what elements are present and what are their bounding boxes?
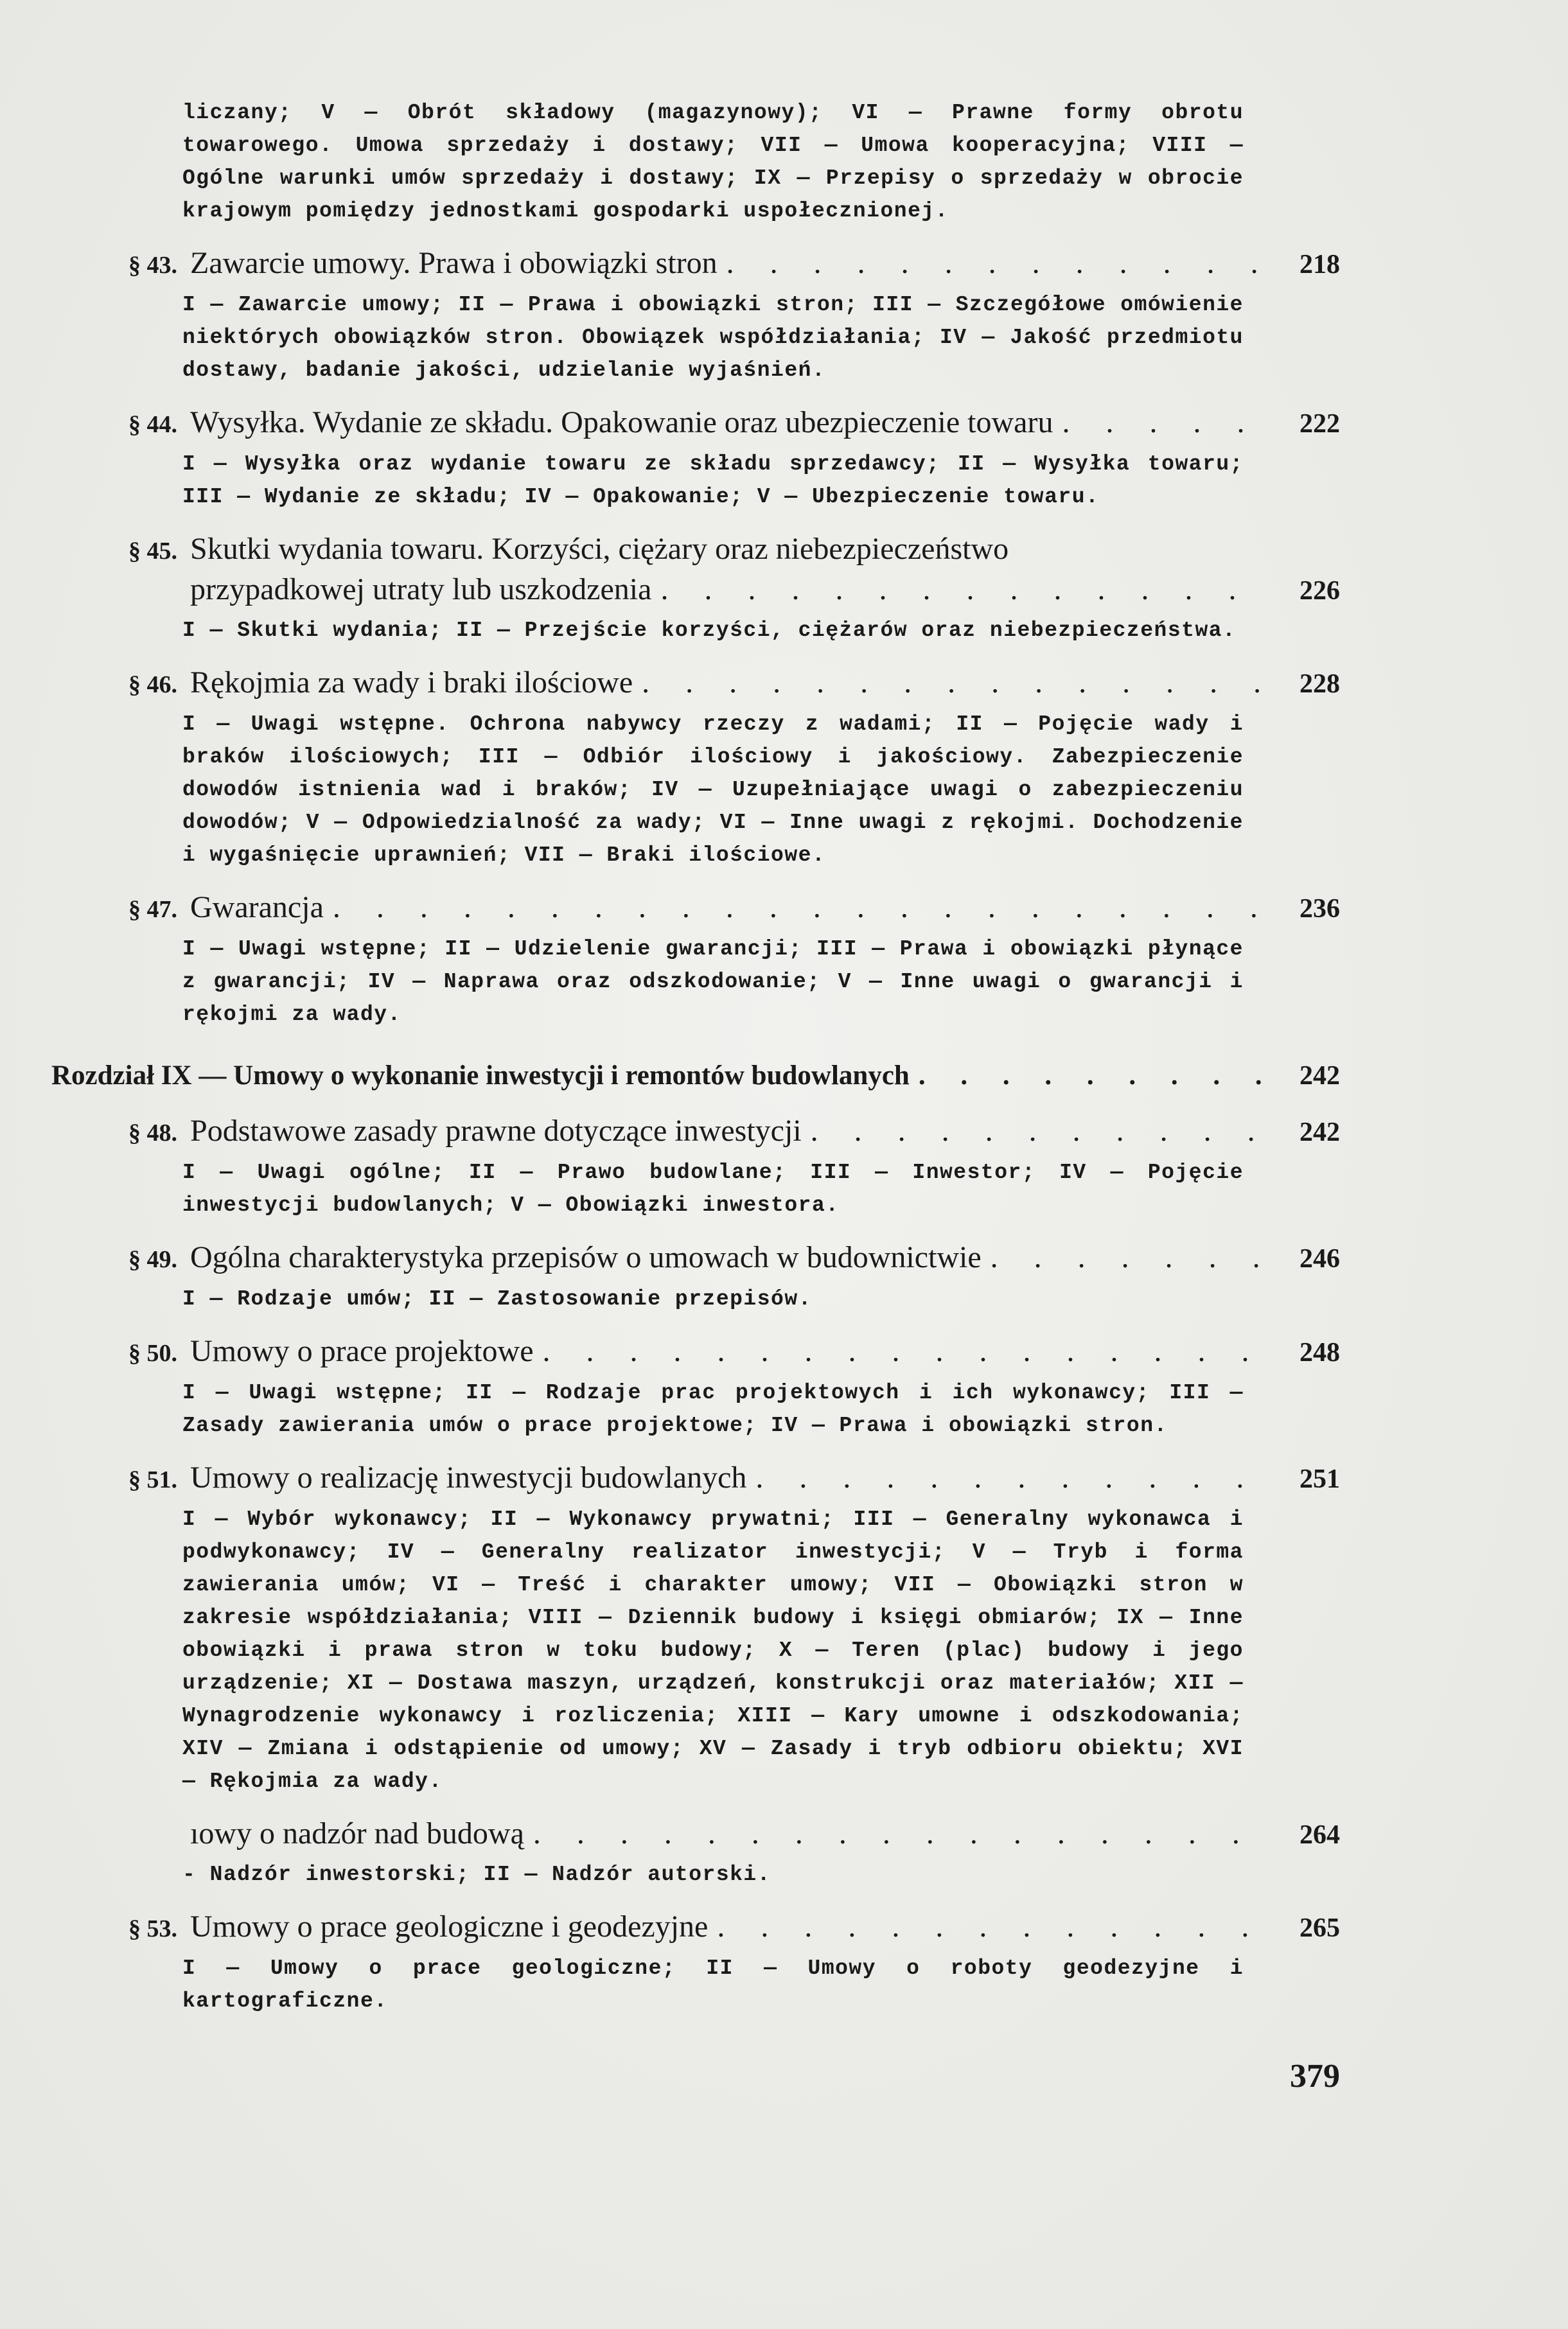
page-ref: 222 bbox=[1299, 409, 1340, 439]
section-title: Ogólna charakterystyka przepisów o umowach w budownictwie bbox=[190, 1240, 982, 1274]
toc-entry bbox=[128, 1112, 1340, 1222]
page-ref: 265 bbox=[1299, 1913, 1340, 1943]
page-ref: 246 bbox=[1299, 1244, 1340, 1274]
dot-leader bbox=[524, 1815, 1263, 1853]
section-title-line: Skutki wydania towaru. Korzyści, ciężary oraz niebezpieczeństwo bbox=[190, 532, 1009, 566]
dot-leader bbox=[746, 1459, 1263, 1497]
section-number: § 43. bbox=[128, 252, 177, 279]
dot-leader bbox=[633, 664, 1263, 702]
dot-leader bbox=[910, 1057, 1263, 1095]
section-description: I — Wybór wykonawcy; II — Wykonawcy prywatni; III — Generalny wykonawca i podwykonawcy; IV — Generalny realizator inwestycji; V — Tryb i forma zawierania umów; VI — Treść i charakter umowy; VII — Obowiązki stron w zakresie współdziałania; VIII — Dziennik budowy i księgi obmiarów; IX — Inne obowiązki i prawa stron w toku budowy; X — Teren (plac) budowy i jego urządzenie; XI — Dostawa maszyn, urządzeń, konstrukcji oraz materiałów; XII — Wynagrodzenie wykonawcy i rozliczenia; XIII — Kary umowne i odszkodowania; XIV — Zmiana i odstąpienie od umowy; XV — Zasady i tryb odbioru obiektu; XVI — Rękojmia za wady. bbox=[182, 1507, 1244, 1793]
page-ref: 218 bbox=[1299, 250, 1340, 279]
section-title: Umowy o prace projektowe bbox=[190, 1334, 534, 1368]
section-number: § 48. bbox=[128, 1120, 177, 1147]
toc-entry bbox=[128, 244, 1340, 387]
chapter-heading bbox=[51, 1057, 1340, 1095]
section-description: I — Uwagi wstępne; II — Udzielenie gwarancji; III — Prawa i obowiązki płynące z gwarancji; IV — Naprawa oraz odszkodowanie; V — Inne uwagi o gwarancji i rękojmi za wady. bbox=[182, 937, 1244, 1026]
toc-entry bbox=[128, 888, 1340, 1031]
page-ref: 264 bbox=[1299, 1820, 1340, 1850]
dot-leader bbox=[802, 1112, 1263, 1150]
dot-leader bbox=[708, 1908, 1263, 1946]
section-title: Zawarcie umowy. Prawa i obowiązki stron bbox=[190, 246, 718, 280]
page-ref: 236 bbox=[1299, 894, 1340, 924]
section-number: § 45. bbox=[128, 538, 177, 565]
section-number: § 53. bbox=[128, 1915, 177, 1942]
toc-entry bbox=[128, 1459, 1340, 1798]
chapter-page: 242 bbox=[1299, 1061, 1340, 1091]
dot-leader bbox=[718, 244, 1263, 283]
section-description: I — Uwagi wstępne; II — Rodzaje prac projektowych i ich wykonawcy; III — Zasady zawierania umów o prace projektowe; IV — Prawa i obowiązki stron. bbox=[182, 1381, 1244, 1437]
intro-text: liczany; V — Obrót składowy (magazynowy); VI — Prawne formy obrotu towarowego. Umowa sprzedaży i dostawy; VII — Umowa kooperacyjna; VIII — Ogólne warunki umów sprzedaży i dostawy; IX — Przepisy o sprzedaży w obrocie krajowym pomiędzy jednostkami gospodarki uspołecznionej. bbox=[182, 101, 1244, 223]
toc-entry bbox=[128, 1908, 1340, 2017]
toc-entry bbox=[128, 1238, 1340, 1315]
page-ref: 226 bbox=[1299, 576, 1340, 606]
section-number: § 49. bbox=[128, 1246, 177, 1273]
section-description: I — Wysyłka oraz wydanie towaru ze składu sprzedawcy; II — Wysyłka towaru; III — Wydanie ze składu; IV — Opakowanie; V — Ubezpieczenie towaru. bbox=[182, 452, 1244, 509]
toc-entry bbox=[128, 1815, 1340, 1891]
section-title: Gwarancja bbox=[190, 890, 324, 924]
section-title: Podstawowe zasady prawne dotyczące inwestycji bbox=[190, 1114, 802, 1148]
page-ref: 228 bbox=[1299, 669, 1340, 699]
section-title: Umowy o realizację inwestycji budowlanych bbox=[190, 1461, 747, 1495]
page-ref: 242 bbox=[1299, 1118, 1340, 1147]
section-number: § 44. bbox=[128, 411, 177, 438]
section-description: - Nadzór inwestorski; II — Nadzór autorski. bbox=[182, 1863, 771, 1886]
section-title: Wysyłka. Wydanie ze składu. Opakowanie oraz ubezpieczenie towaru bbox=[190, 405, 1053, 439]
page-ref: 248 bbox=[1299, 1338, 1340, 1367]
section-title: ıowy o nadzór nad budową bbox=[190, 1816, 524, 1850]
toc-entry bbox=[128, 403, 1340, 513]
toc-content bbox=[51, 96, 1340, 2097]
chapter-title: Rozdział IX — Umowy o wykonanie inwestycji i remontów budowlanych bbox=[51, 1060, 910, 1091]
section-title: Umowy o prace geologiczne i geodezyjne bbox=[190, 1910, 709, 1944]
toc-entry bbox=[128, 1332, 1340, 1442]
section-number: § 50. bbox=[128, 1340, 177, 1367]
dot-leader bbox=[651, 570, 1263, 609]
section-title: przypadkowej utraty lub uszkodzenia bbox=[190, 572, 652, 606]
section-title: Rękojmia za wady i braki ilościowe bbox=[190, 665, 633, 699]
page-ref: 251 bbox=[1299, 1464, 1340, 1494]
dot-leader bbox=[534, 1332, 1264, 1371]
section-description: I — Skutki wydania; II — Przejście korzyści, ciężarów oraz niebezpieczeństwa. bbox=[182, 619, 1237, 642]
section-number: § 51. bbox=[128, 1466, 177, 1493]
toc-entry bbox=[128, 530, 1340, 647]
section-description: I — Rodzaje umów; II — Zastosowanie przepisów. bbox=[182, 1287, 812, 1311]
section-description: I — Uwagi ogólne; II — Prawo budowlane; III — Inwestor; IV — Pojęcie inwestycji budowlanych; V — Obowiązki inwestora. bbox=[182, 1161, 1244, 1217]
section-number: § 46. bbox=[128, 671, 177, 698]
dot-leader bbox=[1053, 403, 1263, 442]
toc-entry bbox=[128, 664, 1340, 872]
section-description: I — Umowy o prace geologiczne; II — Umowy o roboty geodezyjne i kartograficzne. bbox=[182, 1956, 1244, 2013]
dot-leader bbox=[324, 888, 1263, 927]
section-description: I — Uwagi wstępne. Ochrona nabywcy rzeczy z wadami; II — Pojęcie wady i braków ilościowych; III — Odbiór ilościowy i jakościowy. Zabezpieczenie dowodów istnienia wad i braków; IV — Uzupełniające uwagi o zabezpieczeniu dowodów; V — Odpowiedzialność za wady; VI — Inne uwagi z rękojmi. Dochodzenie i wygaśnięcie uprawnień; VII — Braki ilościowe. bbox=[182, 712, 1244, 867]
section-number: § 47. bbox=[128, 896, 177, 923]
dot-leader bbox=[982, 1238, 1263, 1277]
page-number: 379 bbox=[1290, 2058, 1340, 2095]
section-description: I — Zawarcie umowy; II — Prawa i obowiązki stron; III — Szczegółowe omówienie niektórych obowiązków stron. Obowiązek współdziałania; IV — Jakość przedmiotu dostawy, badanie jakości, udzielanie wyjaśnień. bbox=[182, 293, 1244, 382]
